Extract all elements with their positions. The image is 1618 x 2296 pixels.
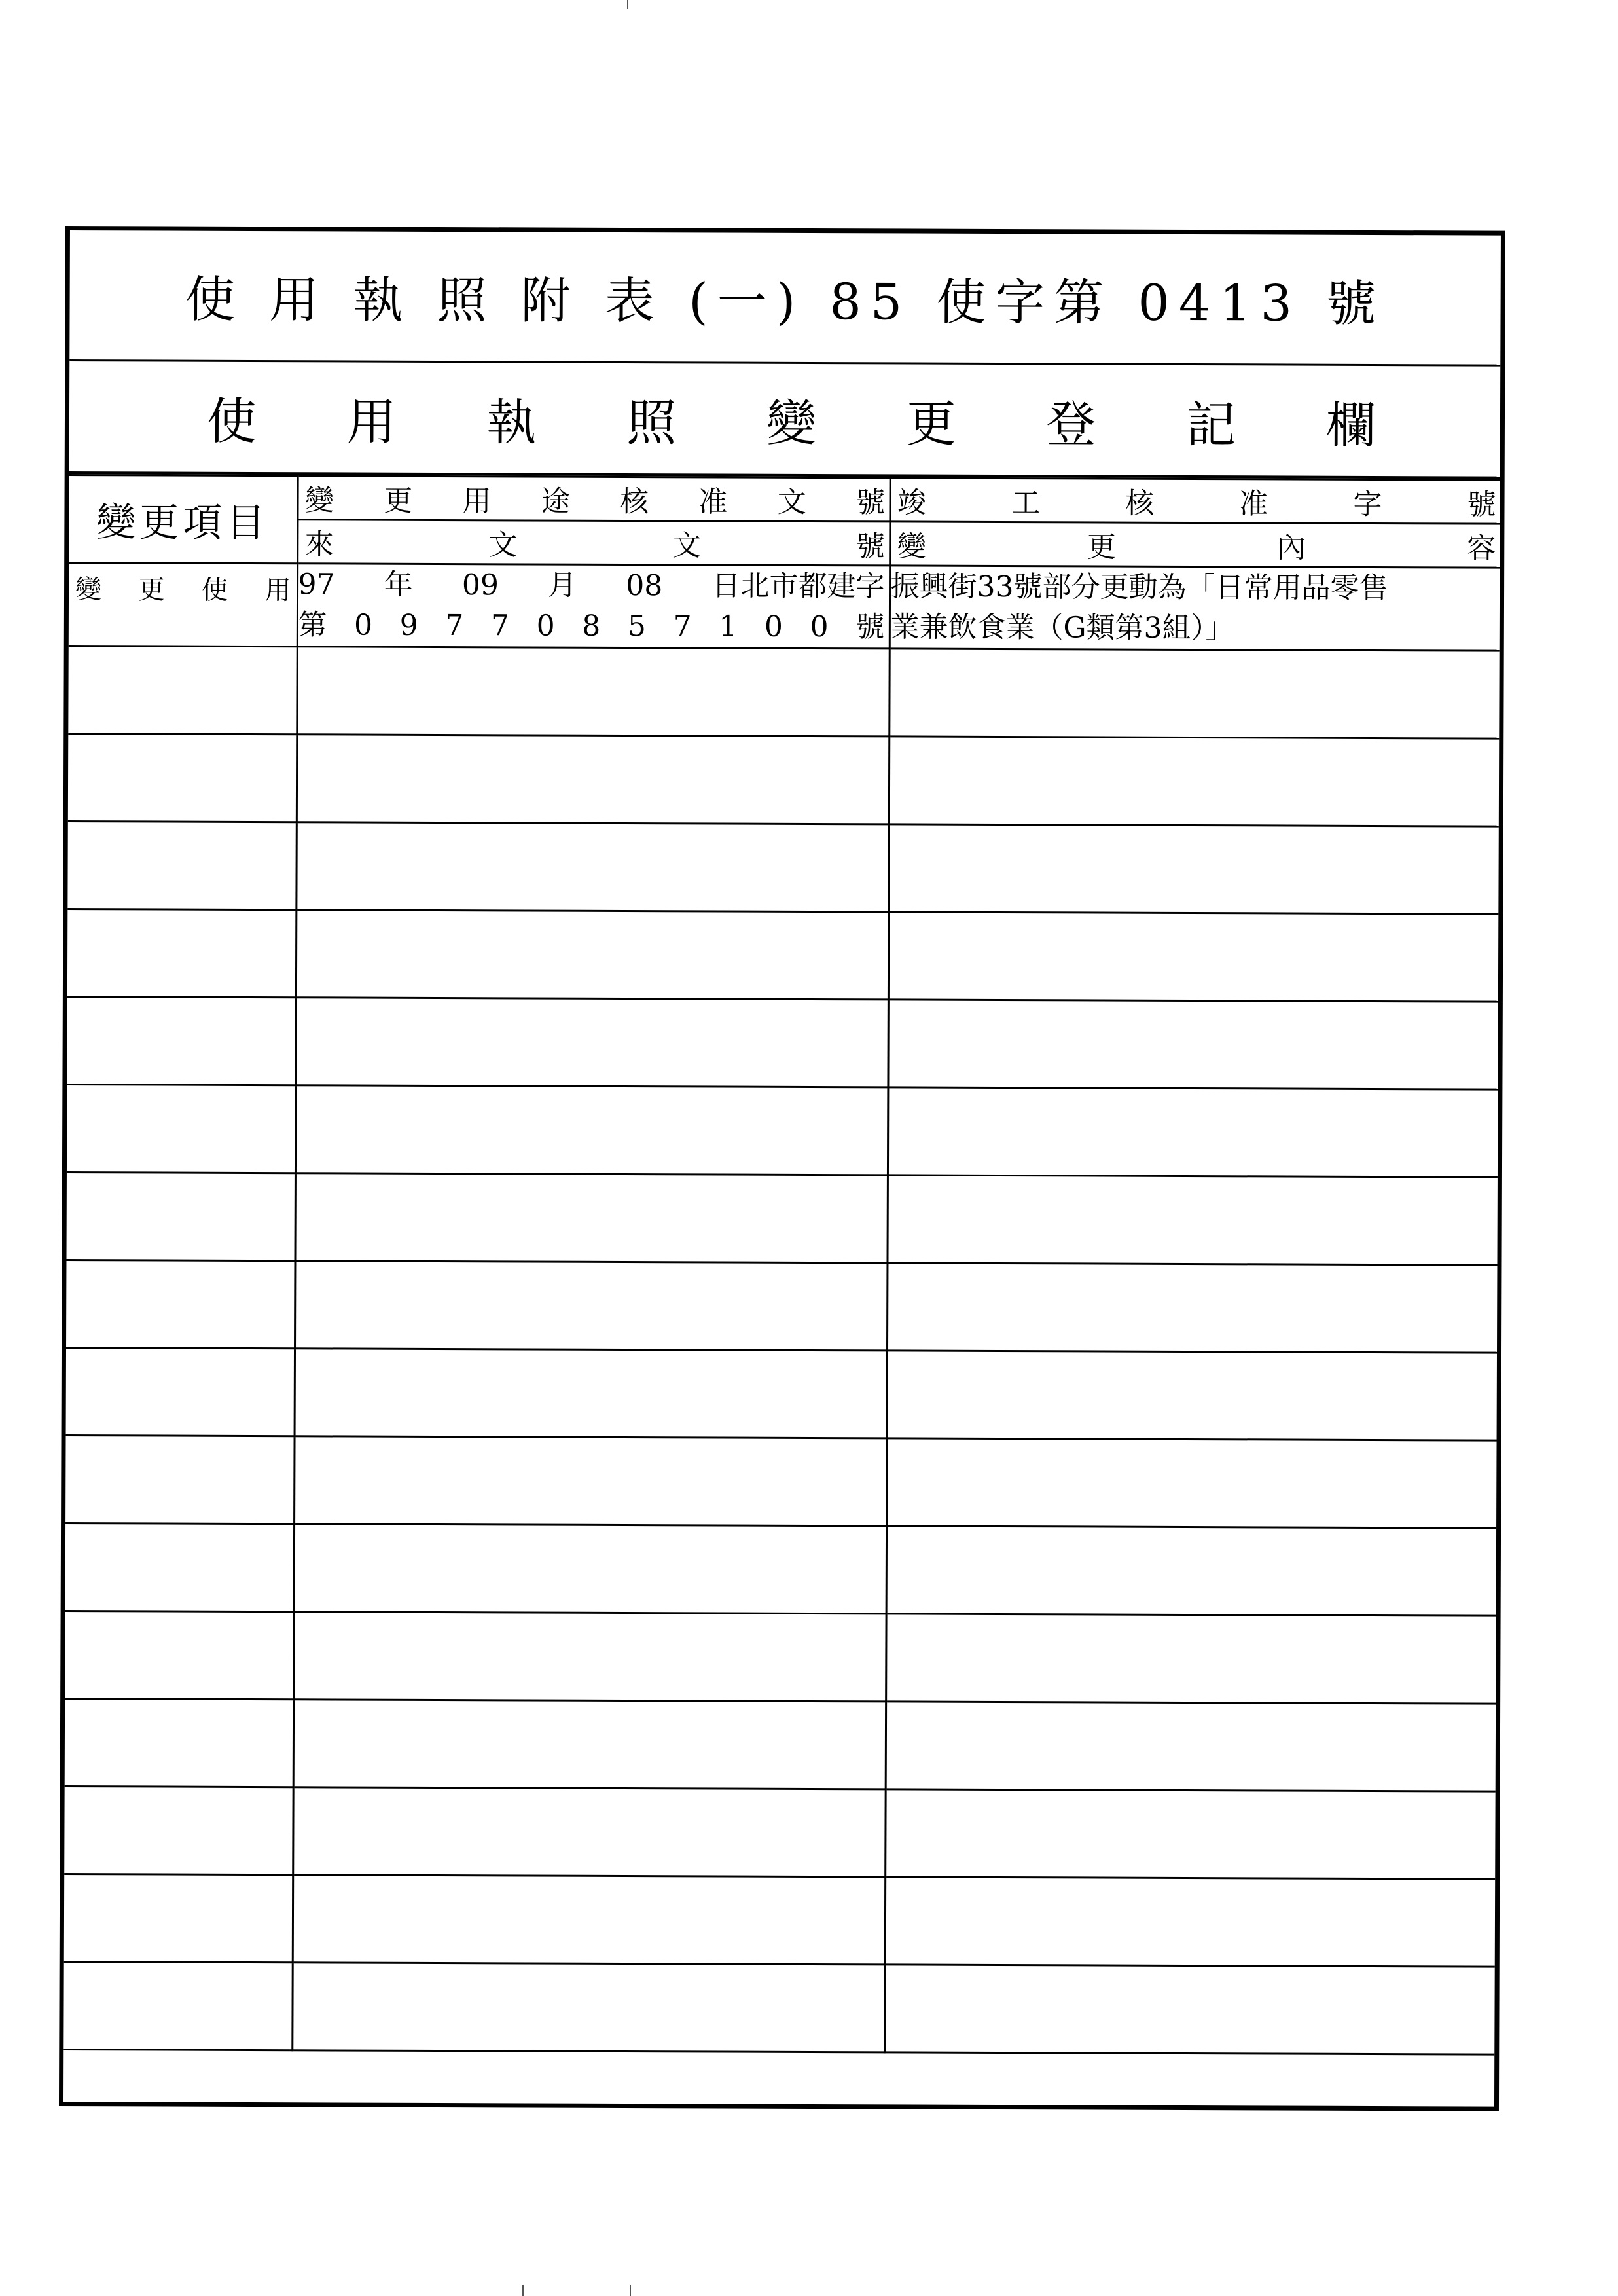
header-char: 變 bbox=[897, 530, 926, 564]
empty-cell bbox=[296, 910, 888, 1000]
empty-cell bbox=[886, 1614, 1496, 1704]
empty-cell bbox=[888, 824, 1498, 914]
entry-item-cell bbox=[69, 563, 297, 647]
empty-row bbox=[68, 734, 1499, 827]
empty-cell bbox=[296, 822, 888, 912]
empty-cell bbox=[64, 1787, 293, 1875]
empty-cell bbox=[295, 1349, 887, 1438]
empty-row bbox=[67, 997, 1498, 1090]
empty-cell bbox=[295, 1085, 888, 1175]
subtitle-char: 記 bbox=[1186, 395, 1236, 454]
doc-token: 年 bbox=[384, 568, 413, 602]
empty-cell bbox=[66, 1173, 295, 1261]
header-char: 文 bbox=[777, 485, 806, 519]
header-char: 核 bbox=[1125, 486, 1155, 520]
scan-tick-mark bbox=[630, 2285, 631, 2296]
empty-row bbox=[66, 1173, 1497, 1266]
subtitle-char: 執 bbox=[486, 392, 537, 452]
empty-cell bbox=[886, 1526, 1496, 1616]
entry-item-char: 變 bbox=[75, 575, 102, 606]
approval-doc-header bbox=[297, 476, 890, 522]
empty-cell bbox=[65, 1523, 294, 1612]
empty-row bbox=[65, 1436, 1496, 1529]
empty-row bbox=[67, 1085, 1498, 1178]
change-content-header bbox=[890, 522, 1500, 568]
empty-cell bbox=[293, 1875, 885, 1965]
empty-cell bbox=[67, 909, 296, 998]
doc-token: 1 bbox=[719, 610, 738, 644]
empty-row bbox=[65, 1523, 1496, 1616]
empty-cell bbox=[887, 1175, 1497, 1265]
doc-token: 月 bbox=[548, 568, 577, 602]
doc-token: 9 bbox=[399, 608, 418, 642]
empty-cell bbox=[68, 646, 297, 735]
header-char: 來 bbox=[304, 528, 334, 562]
change-content-line-2: 業兼飲食業（G類第3組）」 bbox=[890, 610, 1234, 646]
subtitle-char: 登 bbox=[1046, 394, 1096, 453]
change-registry-table bbox=[63, 474, 1500, 2056]
empty-cell bbox=[884, 1965, 1494, 2054]
subtitle-char: 欄 bbox=[1325, 395, 1376, 454]
empty-cell bbox=[293, 1612, 886, 1702]
empty-cell bbox=[297, 735, 889, 824]
header-char: 文 bbox=[672, 529, 702, 563]
empty-cell bbox=[295, 1173, 887, 1263]
header-char: 更 bbox=[1087, 530, 1117, 564]
header-char: 號 bbox=[1467, 488, 1496, 522]
empty-cell bbox=[292, 1963, 884, 2052]
completion-approval-header bbox=[890, 478, 1500, 524]
doc-token: 97 bbox=[298, 568, 335, 602]
empty-cell bbox=[886, 1702, 1496, 1791]
empty-row bbox=[65, 1699, 1496, 1792]
change-item-header: 變更項目 bbox=[69, 475, 297, 564]
header-char: 竣 bbox=[897, 486, 927, 520]
doc-token: 號 bbox=[855, 610, 885, 644]
entry-change-content-cell bbox=[890, 566, 1500, 651]
header-char: 用 bbox=[462, 484, 492, 519]
doc-token: 0 bbox=[353, 608, 373, 642]
doc-token: 0 bbox=[810, 610, 829, 644]
empty-cell bbox=[295, 1261, 887, 1351]
doc-token: 09 bbox=[461, 568, 499, 602]
subtitle-char: 用 bbox=[346, 392, 397, 451]
subtitle-char: 更 bbox=[906, 393, 956, 453]
form-title: 使 用 執 照 附 表 (一) 85 使字第 0413 號 bbox=[185, 270, 1386, 333]
doc-token: 7 bbox=[673, 610, 692, 644]
empty-cell bbox=[887, 1263, 1497, 1353]
doc-token: 7 bbox=[490, 609, 510, 643]
empty-cell bbox=[297, 647, 889, 737]
empty-cell bbox=[295, 998, 888, 1087]
entry-item-char: 用 bbox=[264, 575, 291, 606]
empty-cell bbox=[67, 1085, 295, 1173]
empty-row bbox=[67, 909, 1498, 1002]
doc-token: 第 bbox=[298, 608, 327, 642]
empty-row bbox=[63, 1962, 1494, 2055]
doc-token: 日北市都建字 bbox=[711, 569, 885, 604]
empty-cell bbox=[66, 1348, 295, 1436]
empty-cell bbox=[888, 1087, 1498, 1177]
empty-row bbox=[66, 1348, 1497, 1441]
header-char: 內 bbox=[1277, 531, 1306, 565]
empty-row bbox=[65, 1611, 1496, 1704]
header-row-1 bbox=[69, 475, 1500, 524]
doc-token: 0 bbox=[536, 609, 555, 643]
empty-cell bbox=[63, 1962, 292, 2050]
subtitle-char: 使 bbox=[206, 392, 257, 450]
header-char: 工 bbox=[1011, 486, 1041, 520]
empty-cell bbox=[67, 822, 296, 910]
form-subtitle-row bbox=[69, 361, 1501, 479]
doc-token: 0 bbox=[764, 610, 783, 644]
scan-tick-mark bbox=[627, 0, 628, 9]
entry-row bbox=[69, 563, 1500, 651]
empty-cell bbox=[65, 1611, 293, 1700]
empty-cell bbox=[67, 997, 295, 1085]
doc-token: 7 bbox=[445, 609, 464, 643]
empty-cell bbox=[293, 1700, 886, 1789]
empty-cell bbox=[66, 1260, 295, 1349]
header-char: 號 bbox=[855, 486, 886, 520]
entry-doc-line-2 bbox=[298, 605, 888, 647]
empty-cell bbox=[888, 912, 1498, 1002]
doc-token: 5 bbox=[627, 610, 647, 644]
empty-cell bbox=[294, 1436, 886, 1526]
empty-cell bbox=[293, 1787, 885, 1877]
scan-tick-mark bbox=[522, 2285, 524, 2296]
header-char: 字 bbox=[1353, 487, 1382, 522]
entry-doc-line-1 bbox=[298, 564, 888, 607]
incoming-doc-header bbox=[297, 520, 890, 566]
subtitle-char: 變 bbox=[766, 393, 817, 452]
entry-item-char: 更 bbox=[138, 575, 165, 606]
entry-doc-number-cell bbox=[297, 564, 890, 649]
subtitle-char: 照 bbox=[626, 393, 677, 452]
empty-row bbox=[66, 1260, 1497, 1353]
header-char: 途 bbox=[541, 484, 570, 519]
change-content-line-1: 振興街33號部分更動為「日常用品零售 bbox=[890, 570, 1388, 606]
empty-cell bbox=[65, 1436, 294, 1524]
empty-cell bbox=[889, 737, 1499, 826]
empty-row bbox=[68, 646, 1499, 739]
empty-cell bbox=[65, 1699, 293, 1787]
empty-row bbox=[64, 1787, 1495, 1880]
empty-row bbox=[67, 822, 1498, 915]
header-char: 准 bbox=[698, 485, 728, 519]
empty-cell bbox=[64, 1874, 293, 1963]
empty-cell bbox=[885, 1789, 1495, 1879]
empty-cell bbox=[886, 1438, 1496, 1528]
empty-cell bbox=[887, 1351, 1497, 1440]
empty-cell bbox=[885, 1877, 1495, 1967]
empty-cell bbox=[294, 1524, 886, 1614]
form-title-row bbox=[69, 230, 1501, 367]
header-char: 核 bbox=[620, 484, 649, 519]
header-char: 文 bbox=[488, 528, 518, 562]
header-char: 容 bbox=[1467, 532, 1496, 566]
empty-cell bbox=[888, 1000, 1498, 1089]
empty-cell bbox=[889, 649, 1499, 738]
header-char: 變 bbox=[304, 484, 334, 518]
empty-cell bbox=[68, 734, 297, 822]
header-char: 號 bbox=[855, 530, 885, 564]
entry-item-char: 使 bbox=[201, 575, 228, 606]
header-char: 更 bbox=[384, 484, 413, 518]
doc-token: 8 bbox=[582, 609, 601, 643]
header-char: 准 bbox=[1239, 487, 1268, 521]
empty-row bbox=[64, 1874, 1495, 1967]
doc-token: 08 bbox=[626, 568, 663, 603]
permit-appendix-form bbox=[59, 226, 1505, 2111]
